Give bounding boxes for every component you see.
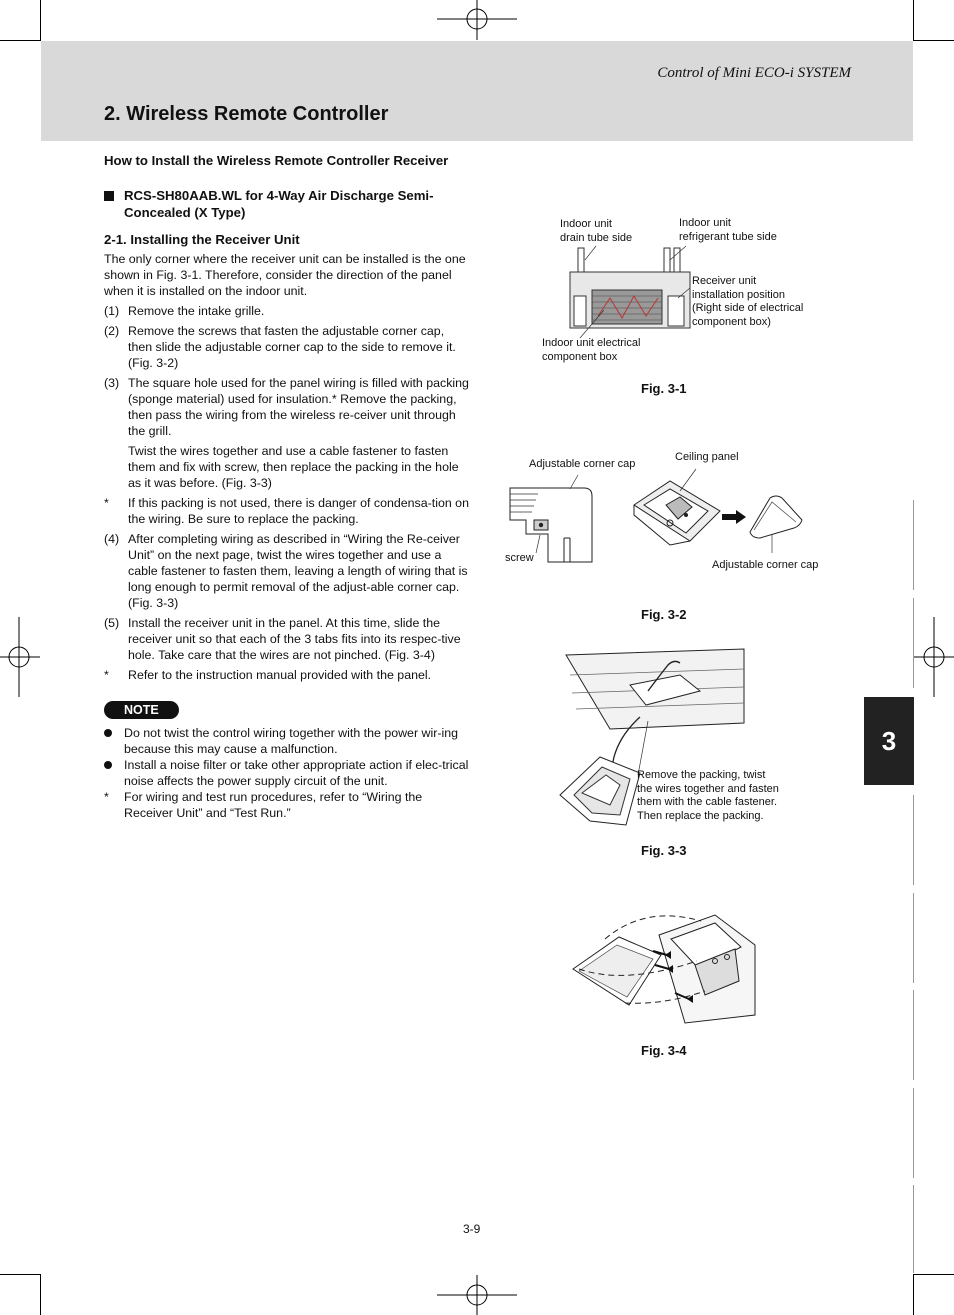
edge-thumb-line — [913, 893, 914, 983]
bullet-icon — [104, 761, 112, 769]
list-item: Do not twist the control wiring together with the power wir-ing because this may cause a malfunction. — [104, 725, 470, 757]
list-item: * Refer to the instruction manual provided with the panel. — [104, 668, 432, 682]
square-bullet-icon — [104, 191, 114, 201]
label-refrigerant-side: Indoor unit refrigerant tube side — [679, 217, 777, 243]
chapter-tab: 3 — [864, 697, 914, 785]
edge-thumb-line — [913, 598, 914, 688]
list-item: (2) Remove the screws that fasten the adjustable corner cap, then slide the adjustable corner cap to the side to remove it. (Fig. 3-2) — [104, 324, 456, 370]
list-item: * For wiring and test run procedures, refer to “Wiring the Receiver Unit” and “Test Run.” — [104, 790, 423, 820]
registration-mark — [437, 0, 517, 40]
header-subtitle: Control of Mini ECO-i SYSTEM — [657, 65, 851, 81]
crop-mark — [40, 1274, 41, 1315]
sub-heading: 2-1. Installing the Receiver Unit — [104, 232, 300, 247]
figure-3-3 — [540, 645, 840, 865]
registration-mark — [437, 1275, 517, 1315]
list-item: (3) The square hole used for the panel wiring is filled with packing (sponge material) used for insulation.* Remove the packing, then pass the wiring from the wireless re-ceiver unit through the grill. — [104, 376, 469, 438]
leader-lines — [540, 645, 840, 865]
figure-caption: Fig. 3-4 — [641, 1043, 687, 1058]
crop-mark — [913, 40, 954, 41]
figure-caption: Fig. 3-2 — [641, 607, 687, 622]
label-screw: screw — [505, 552, 534, 564]
intro-paragraph: The only corner where the receiver unit can be installed is the one shown in Fig. 3-1. Therefore, consider the direction of the panel when it is installed on the indoor unit. — [104, 252, 466, 298]
crop-mark — [40, 0, 41, 41]
edge-thumb-line — [913, 1185, 914, 1273]
list-item: Twist the wires together and use a cable fastener to fasten them and fix with screw, then replace the packing in the hole as it was before. (Fig. 3-3) — [128, 444, 459, 490]
section-title: 2. Wireless Remote Controller — [104, 103, 389, 125]
list-item: (4) After completing wiring as described in “Wiring the Re-ceiver Unit” on the next page, twist the wires together and use a cable fastener to fasten them, leaving a length of wiring that is long enough to permit removal of the adjust-able corner cap.(Fig. 3-3) — [104, 532, 468, 610]
list-item: (5) Install the receiver unit in the panel. At this time, slide the receiver unit so that each of the 3 tabs fits into its respec-tive hole. Take care that the wires are not pinched. (Fig. 3-4) — [104, 616, 461, 662]
crop-mark — [913, 0, 914, 41]
list-item: (1) Remove the intake grille. — [104, 304, 265, 318]
crop-mark — [0, 1274, 41, 1275]
install-heading: How to Install the Wireless Remote Controller Receiver — [104, 153, 449, 168]
label-drain-side: Indoor unit drain tube side — [560, 218, 633, 244]
edge-thumb-line — [913, 795, 914, 885]
figure-3-1 — [500, 210, 840, 410]
model-heading — [104, 187, 470, 221]
figure-3-4 — [560, 895, 760, 1065]
label-ceiling-panel: Ceiling panel — [675, 451, 739, 463]
crop-mark — [913, 1274, 954, 1275]
crop-mark — [913, 1274, 914, 1315]
edge-thumb-line — [913, 500, 914, 590]
header-band — [41, 41, 913, 141]
label-wiring-instructions: Remove the packing, twist the wires together and fasten them with the cable fastener. Then replace the packing. — [637, 769, 779, 822]
model-heading-text: RCS-SH80AAB.WL for 4-Way Air Discharge Semi-Concealed (X Type) — [124, 188, 434, 220]
page-number: 3-9 — [463, 1222, 481, 1236]
registration-mark — [0, 617, 40, 697]
figure-caption: Fig. 3-3 — [641, 843, 687, 858]
label-receiver-position: Receiver unit installation position (Right side of electrical component box) — [692, 275, 804, 328]
leader-lines — [500, 445, 840, 625]
edge-thumb-line — [913, 990, 914, 1080]
label-adjustable-corner-cap: Adjustable corner cap — [529, 458, 636, 470]
registration-mark — [914, 617, 954, 697]
label-adjustable-corner-cap-right: Adjustable corner cap — [712, 559, 819, 571]
receiver-install-illustration — [565, 895, 760, 1035]
bullet-icon — [104, 729, 112, 737]
label-electrical-box: Indoor unit electrical component box — [542, 337, 641, 363]
edge-thumb-line — [913, 1088, 914, 1178]
left-column — [104, 152, 470, 821]
list-item: Install a noise filter or take other appropriate action if elec-trical noise affects the power supply circuit of the unit. — [104, 757, 470, 789]
figure-caption: Fig. 3-1 — [641, 381, 687, 396]
step-list — [104, 303, 470, 683]
figure-3-2 — [500, 445, 840, 625]
crop-mark — [0, 40, 41, 41]
note-list — [104, 725, 470, 821]
list-item: * If this packing is not used, there is danger of condensa-tion on the wiring. Be sure to replace the packing. — [104, 496, 469, 526]
note-badge: NOTE — [104, 701, 179, 719]
